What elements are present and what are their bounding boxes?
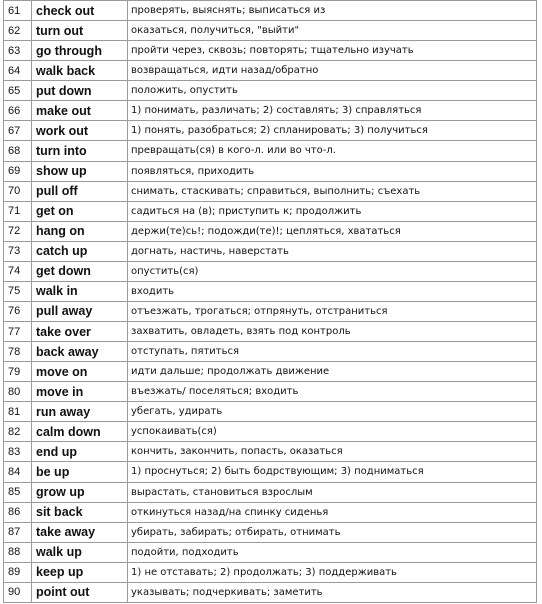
translation: снимать, стаскивать; справиться, выполнить; съехать	[128, 181, 537, 201]
row-number: 81	[4, 402, 32, 422]
translation: въезжать/ поселяться; входить	[128, 382, 537, 402]
table-row	[4, 141, 537, 161]
row-number: 73	[4, 241, 32, 261]
row-number: 87	[4, 522, 32, 542]
table-row	[4, 562, 537, 582]
phrasal-verb: sit back	[32, 502, 128, 522]
row-number: 66	[4, 101, 32, 121]
translation: возвращаться, идти назад/обратно	[128, 61, 537, 81]
table-row	[4, 161, 537, 181]
translation: 1) понять, разобраться; 2) спланировать; 3) получиться	[128, 121, 537, 141]
table-row	[4, 41, 537, 61]
phrasal-verb: move in	[32, 382, 128, 402]
row-number: 63	[4, 41, 32, 61]
translation: появляться, приходить	[128, 161, 537, 181]
row-number: 69	[4, 161, 32, 181]
row-number: 80	[4, 382, 32, 402]
translation: кончить, закончить, попасть, оказаться	[128, 442, 537, 462]
phrasal-verb: move on	[32, 362, 128, 382]
phrasal-verbs-table	[3, 0, 537, 603]
phrasal-verb: walk in	[32, 281, 128, 301]
table-row	[4, 442, 537, 462]
row-number: 62	[4, 21, 32, 41]
row-number: 85	[4, 482, 32, 502]
translation: превращать(ся) в кого-л. или во что-л.	[128, 141, 537, 161]
translation: захватить, овладеть, взять под контроль	[128, 322, 537, 342]
row-number: 71	[4, 201, 32, 221]
row-number: 83	[4, 442, 32, 462]
translation: проверять, выяснять; выписаться из	[128, 1, 537, 21]
table-row	[4, 261, 537, 281]
table-row	[4, 21, 537, 41]
row-number: 72	[4, 221, 32, 241]
translation: положить, опустить	[128, 81, 537, 101]
table-row	[4, 301, 537, 321]
table-row	[4, 181, 537, 201]
table-row	[4, 462, 537, 482]
phrasal-verb: get down	[32, 261, 128, 281]
table-row	[4, 1, 537, 21]
phrasal-verb: turn out	[32, 21, 128, 41]
phrasal-verb: get on	[32, 201, 128, 221]
row-number: 78	[4, 342, 32, 362]
table-row	[4, 61, 537, 81]
table-row	[4, 121, 537, 141]
row-number: 82	[4, 422, 32, 442]
table-row	[4, 221, 537, 241]
translation: убегать, удирать	[128, 402, 537, 422]
row-number: 90	[4, 582, 32, 602]
phrasal-verb: put down	[32, 81, 128, 101]
phrasal-verb: run away	[32, 402, 128, 422]
phrasal-verb: check out	[32, 1, 128, 21]
phrasal-verb: show up	[32, 161, 128, 181]
phrasal-verb: take over	[32, 322, 128, 342]
phrasal-verb: pull away	[32, 301, 128, 321]
table-row	[4, 502, 537, 522]
table-row	[4, 81, 537, 101]
phrasal-verb: turn into	[32, 141, 128, 161]
translation: идти дальше; продолжать движение	[128, 362, 537, 382]
translation: опустить(ся)	[128, 261, 537, 281]
row-number: 70	[4, 181, 32, 201]
table-row	[4, 542, 537, 562]
translation: отступать, пятиться	[128, 342, 537, 362]
phrasal-verb: point out	[32, 582, 128, 602]
translation: пройти через, сквозь; повторять; тщательно изучать	[128, 41, 537, 61]
phrasal-verb: walk up	[32, 542, 128, 562]
row-number: 86	[4, 502, 32, 522]
phrasal-verb: pull off	[32, 181, 128, 201]
row-number: 75	[4, 281, 32, 301]
row-number: 68	[4, 141, 32, 161]
translation: вырастать, становиться взрослым	[128, 482, 537, 502]
translation: догнать, настичь, наверстать	[128, 241, 537, 261]
row-number: 61	[4, 1, 32, 21]
row-number: 67	[4, 121, 32, 141]
translation: указывать; подчеркивать; заметить	[128, 582, 537, 602]
translation: 1) проснуться; 2) быть бодрствующим; 3) подниматься	[128, 462, 537, 482]
table-row	[4, 382, 537, 402]
translation: откинуться назад/на спинку сиденья	[128, 502, 537, 522]
table-row	[4, 402, 537, 422]
phrasal-verb: go through	[32, 41, 128, 61]
translation: отъезжать, трогаться; отпрянуть, отстраниться	[128, 301, 537, 321]
table-row	[4, 322, 537, 342]
table-row	[4, 342, 537, 362]
translation: 1) не отставать; 2) продолжать; 3) поддерживать	[128, 562, 537, 582]
table-row	[4, 101, 537, 121]
phrasal-verb: take away	[32, 522, 128, 542]
row-number: 65	[4, 81, 32, 101]
row-number: 64	[4, 61, 32, 81]
row-number: 89	[4, 562, 32, 582]
row-number: 88	[4, 542, 32, 562]
phrasal-verb: catch up	[32, 241, 128, 261]
translation: убирать, забирать; отбирать, отнимать	[128, 522, 537, 542]
translation: подойти, подходить	[128, 542, 537, 562]
table-row	[4, 201, 537, 221]
table-row	[4, 522, 537, 542]
translation: садиться на (в); приступить к; продолжить	[128, 201, 537, 221]
translation: входить	[128, 281, 537, 301]
translation: 1) понимать, различать; 2) составлять; 3) справляться	[128, 101, 537, 121]
row-number: 84	[4, 462, 32, 482]
table-row	[4, 582, 537, 602]
phrasal-verb: calm down	[32, 422, 128, 442]
table-row	[4, 241, 537, 261]
table-row	[4, 422, 537, 442]
translation: держи(те)сь!; подожди(те)!; цепляться, хвататься	[128, 221, 537, 241]
row-number: 76	[4, 301, 32, 321]
phrasal-verb: work out	[32, 121, 128, 141]
translation: оказаться, получиться, "выйти"	[128, 21, 537, 41]
phrasal-verb: back away	[32, 342, 128, 362]
phrasal-verb: make out	[32, 101, 128, 121]
phrasal-verb: grow up	[32, 482, 128, 502]
row-number: 77	[4, 322, 32, 342]
phrasal-verb: keep up	[32, 562, 128, 582]
table-row	[4, 482, 537, 502]
table-row	[4, 362, 537, 382]
translation: успокаивать(ся)	[128, 422, 537, 442]
table-row	[4, 281, 537, 301]
row-number: 74	[4, 261, 32, 281]
phrasal-verb: end up	[32, 442, 128, 462]
phrasal-verb: be up	[32, 462, 128, 482]
phrasal-verb: walk back	[32, 61, 128, 81]
row-number: 79	[4, 362, 32, 382]
phrasal-verb: hang on	[32, 221, 128, 241]
table-body	[4, 1, 537, 603]
